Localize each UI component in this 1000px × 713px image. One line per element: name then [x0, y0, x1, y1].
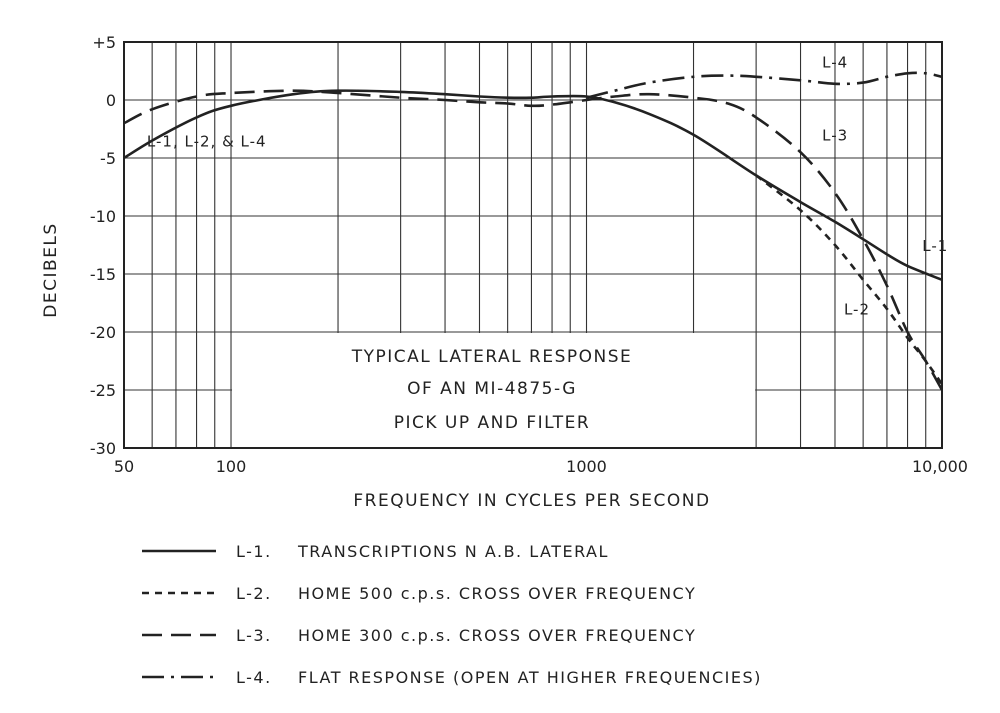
y-tick-label: -25: [89, 381, 116, 400]
x-tick-label: 1000: [566, 457, 607, 476]
legend-description: HOME 500 c.p.s. CROSS OVER FREQUENCY: [298, 584, 697, 603]
legend-series-label: L-2.: [236, 584, 272, 603]
legend-description: FLAT RESPONSE (OPEN AT HIGHER FREQUENCIES): [298, 668, 762, 687]
y-axis-label: DECIBELS: [41, 222, 61, 318]
title-line-1: TYPICAL LATERAL RESPONSE: [351, 347, 633, 367]
title-line-2: OF AN MI-4875-G: [407, 379, 577, 399]
legend-series-label: L-3.: [236, 626, 272, 645]
y-tick-label: -15: [89, 265, 116, 284]
curve-annotation: L-3: [822, 126, 849, 145]
y-tick-label: -5: [100, 149, 116, 168]
y-tick-label: -10: [89, 207, 116, 226]
x-tick-label: 50: [113, 457, 135, 476]
legend-series-label: L-4.: [236, 668, 272, 687]
y-tick-label: -20: [89, 323, 116, 342]
curve-annotation: L-1: [922, 236, 949, 255]
curve-annotation: L-1, L-2, & L-4: [146, 132, 267, 151]
legend-description: HOME 300 c.p.s. CROSS OVER FREQUENCY: [298, 626, 697, 645]
legend-series-label: L-1.: [236, 542, 272, 561]
x-tick-label: 10,000: [912, 457, 968, 476]
y-tick-label: +5: [92, 33, 116, 52]
x-axis-label: FREQUENCY IN CYCLES PER SECOND: [353, 491, 711, 511]
title-box: [232, 333, 755, 447]
curve-annotation: L-2: [843, 300, 871, 319]
title-line-3: PICK UP AND FILTER: [393, 413, 591, 433]
y-tick-label: 0: [105, 91, 116, 110]
legend-description: TRANSCRIPTIONS N A.B. LATERAL: [298, 542, 609, 561]
x-tick-label: 100: [215, 457, 247, 476]
y-tick-label: -30: [89, 439, 116, 458]
curve-annotation: L-4: [822, 53, 849, 72]
